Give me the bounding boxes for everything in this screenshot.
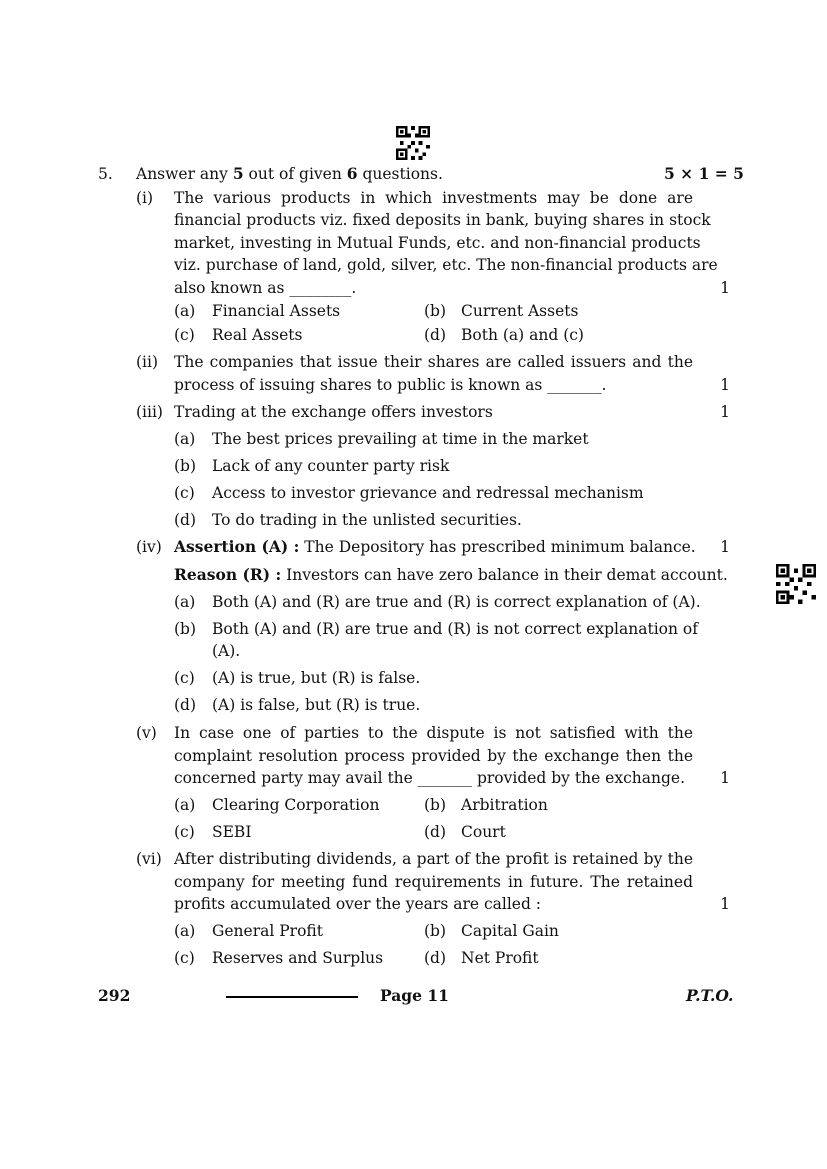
paper-code: 292 bbox=[98, 986, 131, 1005]
option-text: Net Profit bbox=[461, 949, 539, 967]
mark-value: 1 bbox=[720, 279, 730, 297]
option-text: (A). bbox=[212, 642, 241, 660]
option-label: (d) bbox=[174, 511, 197, 529]
subquestion-text: The companies that issue their shares are called issuers and the bbox=[174, 353, 693, 371]
option-text: Lack of any counter party risk bbox=[212, 457, 450, 475]
option-label: (d) bbox=[424, 326, 447, 344]
subquestion-text: The various products in which investments may be done are bbox=[174, 189, 693, 207]
option-label: (c) bbox=[174, 669, 195, 687]
question-instruction: Answer any 5 out of given 6 questions. bbox=[136, 164, 443, 183]
option-label: (c) bbox=[174, 823, 195, 841]
footer-divider bbox=[226, 996, 358, 998]
subquestion-text: viz. purchase of land, gold, silver, etc. The non-financial products are bbox=[174, 256, 718, 274]
option-text: (A) is false, but (R) is true. bbox=[212, 696, 421, 714]
option-text: Capital Gain bbox=[461, 922, 559, 940]
subquestion-number: (i) bbox=[136, 189, 154, 207]
option-text: Financial Assets bbox=[212, 302, 341, 320]
pto-label: P.T.O. bbox=[686, 986, 734, 1005]
option-label: (d) bbox=[424, 949, 447, 967]
subquestion-number: (vi) bbox=[136, 850, 162, 868]
subquestion-text: concerned party may avail the _______ provided by the exchange. bbox=[174, 769, 686, 787]
option-text: Reserves and Surplus bbox=[212, 949, 384, 967]
option-label: (c) bbox=[174, 484, 195, 502]
option-label: (d) bbox=[174, 696, 197, 714]
option-text: To do trading in the unlisted securities. bbox=[212, 511, 522, 529]
mark-value: 1 bbox=[720, 895, 730, 913]
option-text: Current Assets bbox=[461, 302, 579, 320]
option-label: (a) bbox=[174, 302, 196, 320]
qr-code-icon bbox=[776, 564, 816, 604]
subquestion-text: financial products viz. fixed deposits in bank, buying shares in stock bbox=[174, 211, 711, 229]
option-label: (a) bbox=[174, 922, 196, 940]
subquestion-text: complaint resolution process provided by the exchange then the bbox=[174, 747, 693, 765]
subquestion-text: profits accumulated over the years are called : bbox=[174, 895, 542, 913]
option-text: Court bbox=[461, 823, 506, 841]
option-text: Both (a) and (c) bbox=[461, 326, 584, 344]
option-label: (c) bbox=[174, 949, 195, 967]
option-label: (b) bbox=[424, 796, 447, 814]
mark-value: 1 bbox=[720, 376, 730, 394]
option-text: (A) is true, but (R) is false. bbox=[212, 669, 421, 687]
mark-value: 1 bbox=[720, 538, 730, 556]
option-label: (b) bbox=[174, 620, 197, 638]
question-number: 5. bbox=[98, 165, 113, 183]
option-text: Clearing Corporation bbox=[212, 796, 380, 814]
assertion: Assertion (A) : The Depository has prescribed minimum balance. bbox=[174, 537, 696, 556]
subquestion-text: market, investing in Mutual Funds, etc. and non-financial products bbox=[174, 234, 701, 252]
subquestion-number: (iii) bbox=[136, 403, 163, 421]
option-text: Both (A) and (R) are true and (R) is correct explanation of (A). bbox=[212, 593, 701, 611]
marks-scheme: 5 × 1 = 5 bbox=[664, 164, 744, 183]
option-text: Access to investor grievance and redressal mechanism bbox=[212, 484, 644, 502]
option-label: (d) bbox=[424, 823, 447, 841]
subquestion-text: also known as ________. bbox=[174, 279, 357, 297]
option-text: General Profit bbox=[212, 922, 323, 940]
option-text: SEBI bbox=[212, 823, 252, 841]
subquestion-number: (iv) bbox=[136, 538, 162, 556]
subquestion-text: company for meeting fund requirements in future. The retained bbox=[174, 873, 693, 891]
subquestion-text: In case one of parties to the dispute is not satisfied with the bbox=[174, 724, 693, 742]
qr-code-icon bbox=[395, 126, 431, 160]
option-label: (b) bbox=[174, 457, 197, 475]
option-text: The best prices prevailing at time in the market bbox=[212, 430, 589, 448]
page-number: Page 11 bbox=[380, 986, 449, 1005]
subquestion-number: (ii) bbox=[136, 353, 159, 371]
option-text: Arbitration bbox=[461, 796, 548, 814]
mark-value: 1 bbox=[720, 769, 730, 787]
subquestion-text: After distributing dividends, a part of the profit is retained by the bbox=[174, 850, 693, 868]
subquestion-number: (v) bbox=[136, 724, 157, 742]
option-label: (a) bbox=[174, 593, 196, 611]
subquestion-text: process of issuing shares to public is known as _______. bbox=[174, 376, 607, 394]
reason: Reason (R) : Investors can have zero balance in their demat account. bbox=[174, 565, 728, 584]
option-text: Real Assets bbox=[212, 326, 303, 344]
option-label: (a) bbox=[174, 430, 196, 448]
option-label: (b) bbox=[424, 302, 447, 320]
option-label: (b) bbox=[424, 922, 447, 940]
option-text: Both (A) and (R) are true and (R) is not correct explanation of bbox=[212, 620, 698, 638]
option-label: (a) bbox=[174, 796, 196, 814]
subquestion-text: Trading at the exchange offers investors bbox=[174, 403, 493, 421]
mark-value: 1 bbox=[720, 403, 730, 421]
option-label: (c) bbox=[174, 326, 195, 344]
